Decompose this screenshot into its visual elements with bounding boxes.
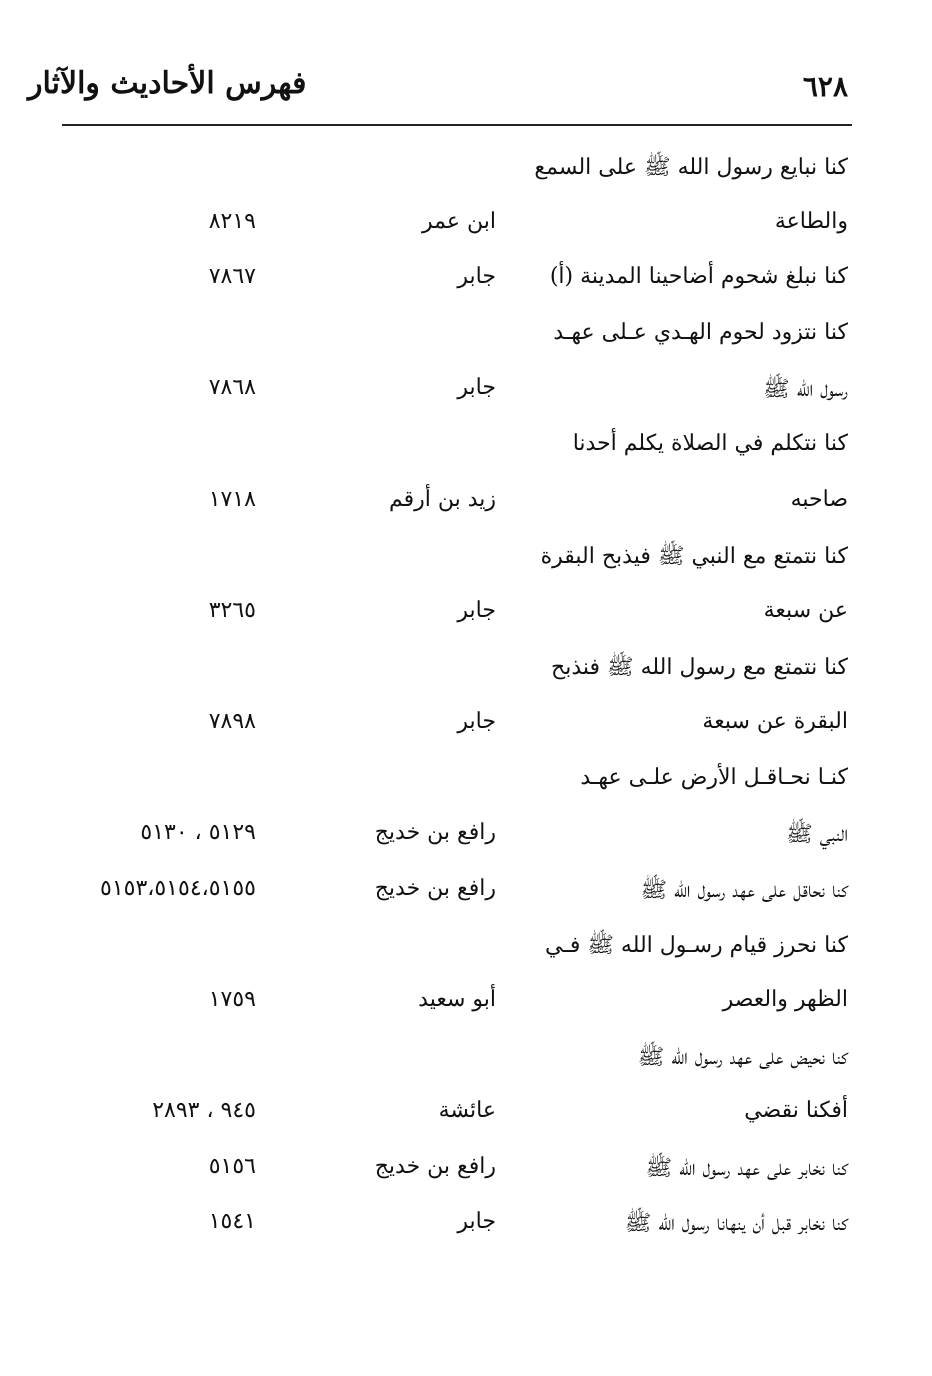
hadith-numbers: ١٧٥٩ [208, 986, 256, 1012]
index-row [0, 203, 932, 259]
hadith-text: كنا نتمتع مع النبي ﷺ فيذبح البقرة [540, 544, 848, 570]
hadith-numbers: ٩٤٥ ، ٢٨٩٣ [152, 1098, 256, 1124]
index-row [0, 1148, 932, 1204]
hadith-text: النبي ﷺ [786, 822, 848, 848]
hadith-numbers: ٧٨٦٧ [208, 264, 256, 290]
narrator: جابر [457, 1209, 496, 1235]
index-row [0, 981, 932, 1037]
index-row [0, 592, 932, 648]
hadith-index-list [0, 147, 932, 1259]
hadith-text: كنا نخابر على عهد رسول الله ﷺ [645, 1155, 848, 1181]
hadith-numbers: ٣٢٦٥ [208, 597, 256, 623]
narrator: أبو سعيد [418, 986, 496, 1012]
hadith-text: كنا نخابر قبل أن ينهانا رسول الله ﷺ [624, 1211, 848, 1237]
hadith-numbers: ٥١٥٣،٥١٥٤،٥١٥٥ [100, 875, 256, 901]
index-row [0, 1203, 932, 1259]
index-row [0, 647, 932, 703]
hadith-text: كنا نتكلم في الصلاة يكلم أحدنا [572, 430, 848, 456]
hadith-text: كنـا نحـاقـل الأرض علـى عهـد [580, 764, 848, 790]
index-row [0, 759, 932, 815]
hadith-numbers: ٨٢١٩ [208, 208, 256, 234]
page-title: فهرس الأحاديث والآثار [28, 66, 307, 101]
hadith-text: أفكنا نقضي [744, 1098, 848, 1124]
narrator: عائشة [438, 1098, 496, 1124]
hadith-numbers: ٧٨٩٨ [208, 708, 256, 734]
index-row [0, 481, 932, 537]
hadith-numbers: ٧٨٦٨ [208, 375, 256, 401]
index-row [0, 425, 932, 481]
index-row [0, 703, 932, 759]
hadith-numbers: ٥١٥٦ [208, 1153, 256, 1179]
index-row [0, 147, 932, 203]
narrator: جابر [457, 708, 496, 734]
narrator: جابر [457, 597, 496, 623]
hadith-text: رسول الله ﷺ [763, 377, 848, 403]
index-row [0, 536, 932, 592]
hadith-text: الظهر والعصر [722, 986, 848, 1012]
index-row [0, 369, 932, 425]
hadith-text: عن سبعة [763, 597, 848, 623]
narrator: رافع بن خديج [374, 820, 496, 846]
hadith-numbers: ٥١٢٩ ، ٥١٣٠ [140, 820, 256, 846]
narrator: رافع بن خديج [374, 875, 496, 901]
hadith-text: البقرة عن سبعة [702, 708, 848, 734]
index-row [0, 314, 932, 370]
narrator: زيد بن أرقم [388, 486, 496, 512]
hadith-text: كنا نبلغ شحوم أضاحينا المدينة (أ) [549, 264, 848, 290]
index-row [0, 258, 932, 314]
hadith-numbers: ١٧١٨ [208, 486, 256, 512]
hadith-text: والطاعة [774, 208, 848, 234]
hadith-text: كنا نبايع رسول الله ﷺ على السمع [534, 155, 848, 180]
hadith-text: صاحبه [790, 486, 848, 512]
hadith-text: كنا نتمتع مع رسول الله ﷺ فنذبح [551, 655, 848, 681]
hadith-numbers: ١٥٤١ [208, 1209, 256, 1235]
hadith-text: كنا نحيض على عهد رسول الله ﷺ [637, 1044, 848, 1070]
hadith-text: كنا نتزود لحوم الهـدي عـلى عهـد [553, 319, 848, 345]
page-number: ٦٢٨ [802, 70, 848, 103]
index-row [0, 1092, 932, 1148]
index-row [0, 1037, 932, 1093]
narrator: جابر [457, 375, 496, 401]
hadith-text: كنا نحاقل على عهد رسول الله ﷺ [640, 877, 848, 903]
index-row [0, 870, 932, 926]
header-rule [62, 124, 852, 126]
narrator: ابن عمر [422, 208, 496, 234]
narrator: رافع بن خديج [374, 1153, 496, 1179]
narrator: جابر [457, 264, 496, 290]
index-row [0, 925, 932, 981]
index-row [0, 814, 932, 870]
hadith-text: كنا نحرز قيام رسـول الله ﷺ فـي [545, 933, 848, 959]
